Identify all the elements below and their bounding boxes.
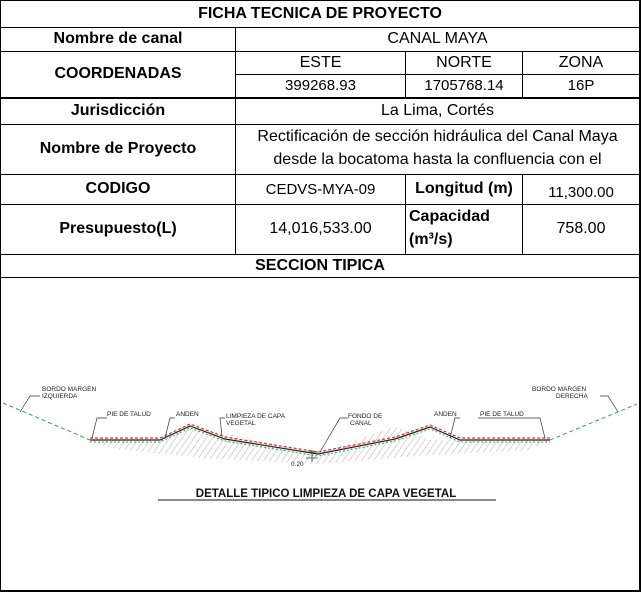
label-limpieza-1: LIMPIEZA DE CAPA [226,413,286,420]
slope-left-line [3,403,90,440]
label-dimension: 0.20 [291,461,304,468]
label-anden-izq: ANDEN [176,411,199,418]
sheet-title: FICHA TECNICA DE PROYECTO [198,4,442,22]
label-bordo-der-1: BORDO MARGEN [532,386,587,393]
label-coordenadas: COORDENADAS [54,65,182,83]
value-codigo: CEDVS-MYA-09 [265,180,376,198]
label-pie-der: PIE DE TALUD [480,411,524,418]
label-longitud: Longitud (m) [415,180,513,198]
label-fondo-1: FONDO DE [348,413,383,420]
typical-section-drawing [1,278,639,590]
label-pie-izq: PIE DE TALUD [107,411,151,418]
label-bordo-izq-2: IZQUIERDA [42,393,78,400]
value-zona: 16P [567,77,595,95]
value-norte: 1705768.14 [424,77,504,95]
drawing-caption: DETALLE TIPICO LIMPIEZA DE CAPA VEGETAL [195,488,457,500]
label-jurisdiccion: Jurisdicción [70,102,166,120]
label-codigo: CODIGO [85,180,151,198]
label-capacidad-units: (m³/s) [409,230,453,248]
value-nombre-canal: CANAL MAYA [387,30,488,48]
ground-hatch [90,426,550,464]
label-limpieza-2: VEGETAL [226,420,256,427]
value-este: 399268.93 [285,77,356,95]
section-title: SECCION TIPICA [255,256,385,274]
label-presupuesto: Presupuesto(L) [59,220,177,238]
label-bordo-izq-1: BORDO MARGEN [42,386,97,393]
value-longitud: 11,300.00 [548,183,614,201]
label-fondo-2: CANAL [350,420,372,427]
label-anden-der: ANDEN [434,411,457,418]
header-zona: ZONA [558,53,604,71]
label-nombre-proyecto: Nombre de Proyecto [39,140,197,158]
label-capacidad: Capacidad [409,207,490,225]
label-bordo-der-2: DERECHA [556,393,588,400]
header-este: ESTE [299,53,342,71]
label-nombre-canal: Nombre de canal [53,30,183,48]
header-norte: NORTE [436,53,492,71]
value-proyecto-line2: desde la bocatoma hasta la confluencia con el [273,150,602,168]
slope-right-line [550,404,637,440]
value-jurisdiccion: La Lima, Cortés [381,102,494,120]
value-proyecto-line1: Rectificación de sección hidráulica del Canal Maya [257,127,618,145]
value-presupuesto: 14,016,533.00 [269,220,372,238]
value-capacidad: 758.00 [556,220,606,238]
